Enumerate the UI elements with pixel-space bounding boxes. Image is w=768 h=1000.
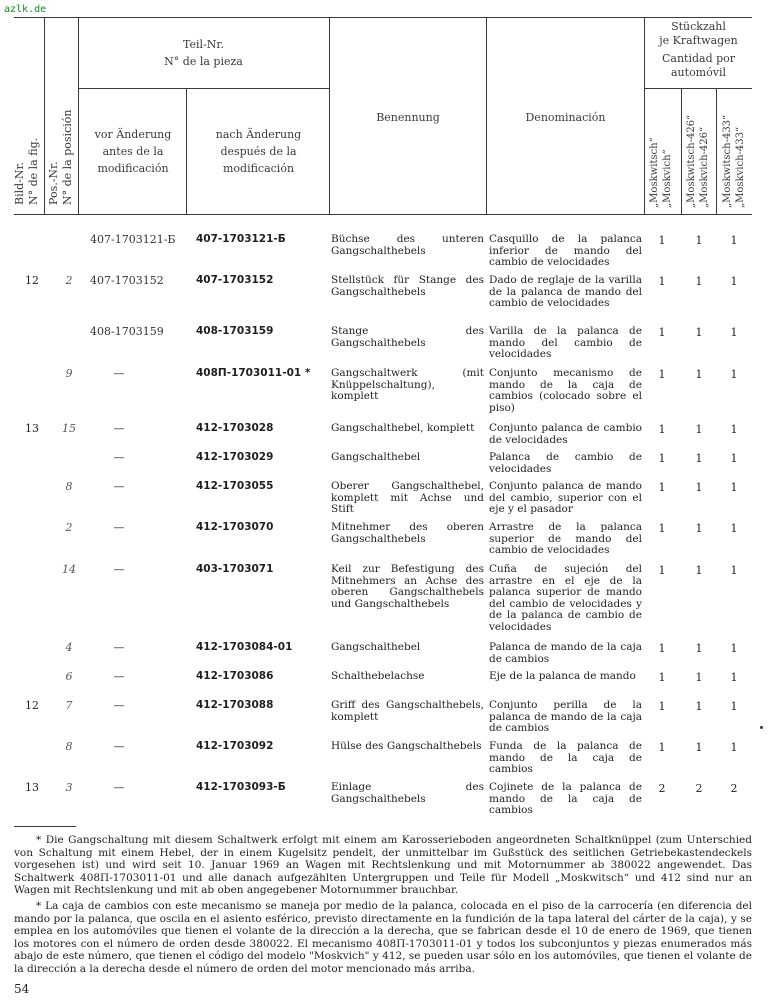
qty-moskvich: 1: [658, 700, 666, 713]
header-teil-nr: [78, 36, 329, 70]
header-pos-nr-es: N° de la posición: [61, 109, 74, 205]
table-header-bottom-rule: [14, 214, 752, 215]
description-de: Einlage des Gangschalthebels: [331, 781, 484, 805]
qty-moskvich-426: 2: [695, 782, 703, 795]
new-part-number: 412-1703093-Б: [196, 781, 286, 793]
header-teil-nr-es: N° de la pieza: [164, 55, 243, 68]
description-es: Conjunto palanca de mando del cambio, superior con el eje y el pasador: [489, 480, 642, 515]
footnote-rule: [14, 826, 76, 827]
position-number: 8: [65, 480, 73, 493]
qty-moskvich: 1: [658, 671, 666, 684]
old-part-number: —: [113, 781, 125, 794]
qty-moskvich-433: 1: [730, 522, 738, 535]
description-es: Funda de la palanca de mando de la caja de cambios: [489, 740, 642, 775]
qty-moskvich: 1: [658, 368, 666, 381]
qty-moskvich-433: 1: [730, 368, 738, 381]
description-de: Oberer Gangschalthebel, komplett mit Achse und Stift: [331, 480, 484, 515]
new-part-number: 412-1703086: [196, 670, 274, 682]
qty-moskvich-426: 1: [695, 564, 703, 577]
qty-moskvich-426: 1: [695, 481, 703, 494]
header-vor-de: vor Änderung: [94, 128, 172, 141]
old-part-number: —: [113, 641, 125, 654]
figure-number: 13: [25, 781, 39, 794]
position-number: 6: [65, 670, 73, 683]
header-nach-de: nach Änderung: [215, 128, 302, 141]
description-es: Palanca de mando de la caja de cambios: [489, 641, 642, 665]
header-vor-es-1: antes de la: [102, 145, 164, 158]
watermark: azlk.de: [4, 4, 47, 15]
description-es: Varilla de la palanca de mando del cambio de velocidades: [489, 325, 642, 360]
new-part-number: 412-1703088: [196, 699, 274, 711]
description-de: Stange des Gangschalthebels: [331, 325, 484, 349]
qty-moskvich: 1: [658, 275, 666, 288]
description-es: Conjunto mecanismo de mando de la caja de cambios (colocado sobre el piso): [489, 367, 642, 414]
qty-moskvich: 1: [658, 481, 666, 494]
header-model-2a: „Moskwitsch-426“: [686, 114, 697, 208]
description-de: Gangschalthebel: [331, 641, 421, 653]
description-es: Eje de la palanca de mando: [489, 670, 636, 682]
old-part-number: —: [113, 480, 125, 493]
header-vor-es-2: modificación: [97, 162, 169, 175]
header-model-1b: „Moskvich“: [662, 149, 673, 208]
column-divider: [716, 88, 717, 215]
qty-moskvich-426: 1: [695, 326, 703, 339]
description-de: Griff des Gangschalthebels, komplett: [331, 699, 484, 723]
qty-moskvich-426: 1: [695, 741, 703, 754]
qty-moskvich-433: 1: [730, 564, 738, 577]
margin-dot: [760, 726, 763, 729]
old-part-number: —: [113, 563, 125, 576]
header-stueckzahl: [645, 20, 752, 80]
description-es: Cuña de sujeción del arrastre en el eje de la palanca superior de mando del cambio de velocidades y de la palanca de cambio de velocidades: [489, 563, 642, 633]
header-nach-es-1: después de la: [220, 145, 297, 158]
qty-moskvich-433: 1: [730, 671, 738, 684]
description-es: Dado de reglaje de la varilla de la palanca de mando del cambio de velocidades: [489, 274, 642, 309]
header-benennung: Benennung: [376, 111, 440, 124]
qty-moskvich-426: 1: [695, 368, 703, 381]
figure-number: 13: [25, 422, 39, 435]
new-part-number: 408П-1703011-01 *: [196, 367, 311, 379]
qty-moskvich-433: 1: [730, 700, 738, 713]
column-divider: [44, 17, 45, 215]
new-part-number: 408-1703159: [196, 325, 274, 337]
description-de: Hülse des Gangschalthebels: [331, 740, 482, 752]
new-part-number: 412-1703028: [196, 422, 274, 434]
qty-moskvich-426: 1: [695, 642, 703, 655]
description-de: Gangschalthebel: [331, 451, 421, 463]
header-nach-es-2: modificación: [222, 162, 295, 175]
new-part-number: 412-1703029: [196, 451, 274, 463]
qty-moskvich: 1: [658, 326, 666, 339]
position-number: 9: [65, 367, 73, 380]
qty-moskvich-426: 1: [695, 671, 703, 684]
new-part-number: 407-1703121-Б: [196, 233, 286, 245]
new-part-number: 412-1703055: [196, 480, 274, 492]
header-nach-aenderung: [188, 126, 329, 177]
qty-moskvich-433: 1: [730, 423, 738, 436]
qty-moskvich: 1: [658, 234, 666, 247]
qty-moskvich-433: 1: [730, 326, 738, 339]
description-de: Mitnehmer des oberen Gangschalthebels: [331, 521, 484, 545]
new-part-number: 412-1703084-01: [196, 641, 293, 653]
qty-moskvich-426: 1: [695, 522, 703, 535]
header-vor-aenderung: [80, 126, 186, 177]
description-es: Cojinete de la palanca de mando de la caja de cambios: [489, 781, 642, 816]
qty-moskvich: 1: [658, 741, 666, 754]
qty-moskvich: 1: [658, 522, 666, 535]
header-model-3b: „Moskvich-433“: [735, 126, 746, 208]
old-part-number: 407-1703152: [90, 274, 164, 287]
position-number: 2: [65, 521, 73, 534]
qty-moskvich-433: 1: [730, 452, 738, 465]
position-number: 14: [62, 563, 76, 576]
new-part-number: 403-1703071: [196, 563, 274, 575]
qty-moskvich-433: 1: [730, 481, 738, 494]
new-part-number: 412-1703092: [196, 740, 274, 752]
qty-moskvich-426: 1: [695, 275, 703, 288]
qty-moskvich-433: 2: [730, 782, 738, 795]
page-number: 54: [14, 982, 30, 996]
description-es: Conjunto perilla de la palanca de mando de la caja de cambios: [489, 699, 642, 734]
qty-moskvich-433: 1: [730, 234, 738, 247]
header-stueckzahl-1: Stückzahl: [671, 20, 726, 33]
qty-moskvich: 2: [658, 782, 666, 795]
old-part-number: —: [113, 451, 125, 464]
column-divider: [681, 88, 682, 215]
figure-number: 12: [25, 699, 39, 712]
position-number: 8: [65, 740, 73, 753]
header-model-3a: „Moskwitsch-433“: [722, 114, 733, 208]
column-divider: [186, 88, 187, 215]
position-number: 3: [65, 781, 73, 794]
header-bild-nr: Bild-Nr.: [13, 161, 26, 205]
position-number: 2: [65, 274, 73, 287]
description-de: Gangschaltwerk (mit Knüppelschaltung), komplett: [331, 367, 484, 402]
qty-moskvich-426: 1: [695, 234, 703, 247]
qty-moskvich: 1: [658, 564, 666, 577]
qty-moskvich-426: 1: [695, 700, 703, 713]
old-part-number: —: [113, 422, 125, 435]
table-top-rule: [14, 17, 752, 18]
description-es: Casquillo de la palanca inferior de mando del cambio de velocidades: [489, 233, 642, 268]
old-part-number: —: [113, 699, 125, 712]
quantity-sub-rule: [644, 88, 752, 89]
description-de: Stellstück für Stange des Gangschalthebels: [331, 274, 484, 298]
header-teil-nr-de: Teil-Nr.: [183, 38, 224, 51]
header-cantidad-1: Cantidad por: [661, 52, 736, 65]
new-part-number: 407-1703152: [196, 274, 274, 286]
position-number: 7: [65, 699, 73, 712]
new-part-number: 412-1703070: [196, 521, 274, 533]
qty-moskvich-433: 1: [730, 642, 738, 655]
description-es: Conjunto palanca de cambio de velocidades: [489, 422, 642, 446]
old-part-number: —: [113, 670, 125, 683]
footnote-de: * Die Gangschaltung mit diesem Schaltwerk erfolgt mit einem am Karosserieboden angeordneten Schaltknüppel (zum Unterschied von Schaltung mit einem Hebel, der in einem Kugelsitz pendelt, der unmittelbar im Gußstück des seitlichen Getriebekastendeckels vorgesehen ist) und wird seit 10. Januar 1969 an Wagen mit Rechtslenkung und mit Motornummer ab 380022 angewendet. Das Schaltwerk 408П-1703011-01 und alle danach aufgezählten Untergruppen und Teile für Modell „Moskwitsch“ und 412 sind nur an Wagen mit Rechtslenkung und mit ab oben angegebener Motornummer brauchbar.: [14, 834, 752, 896]
description-de: Keil zur Befestigung des Mitnehmers an Achse des oberen Gangschalthebels und Gangschalthebels: [331, 563, 484, 610]
description-de: Büchse des unteren Gangschalthebels: [331, 233, 484, 257]
old-part-number: —: [113, 521, 125, 534]
header-denominacion: Denominación: [525, 111, 606, 124]
description-es: Palanca de cambio de velocidades: [489, 451, 642, 475]
position-number: 4: [65, 641, 73, 654]
footnote-es: * La caja de cambios con este mecanismo se maneja por medio de la palanca, colocada en el piso de la carrocería (en diferencia del mando por la palanca, que oscila en el asiento esférico, previsto directamente en la fundición de la tapa lateral del cárter de la caja), y se emplea en los automóviles que tienen el volante de la dirección a la derecha, que se fabrican desde el 10 de enero de 1969, que tienen los motores con el número de orden desde 380022. El mecanismo 408П-1703011-01 y todos los subconjuntos y piezas enumerados más abajo de este número, que tienen el código del modelo "Moskvich" y 412, se pueden usar sólo en los automóviles, que tienen el volante de la dirección a la derecha desde el número de orden del motor mencionado más arriba.: [14, 900, 752, 975]
header-model-2b: „Moskvich-426“: [699, 126, 710, 208]
figure-number: 12: [25, 274, 39, 287]
old-part-number: 408-1703159: [90, 325, 164, 338]
qty-moskvich: 1: [658, 423, 666, 436]
old-part-number: 407-1703121-Б: [90, 233, 176, 246]
description-de: Gangschalthebel, komplett: [331, 422, 475, 434]
qty-moskvich: 1: [658, 642, 666, 655]
description-de: Schalthebelachse: [331, 670, 425, 682]
qty-moskvich-433: 1: [730, 275, 738, 288]
header-cantidad-2: automóvil: [671, 66, 726, 79]
teil-nr-sub-rule: [78, 88, 329, 89]
qty-moskvich-426: 1: [695, 452, 703, 465]
position-number: 15: [62, 422, 76, 435]
header-pos-nr: Pos.-Nr.: [47, 161, 60, 205]
header-stueckzahl-2: je Kraftwagen: [659, 34, 738, 47]
qty-moskvich-426: 1: [695, 423, 703, 436]
old-part-number: —: [113, 740, 125, 753]
old-part-number: —: [113, 367, 125, 380]
header-bild-nr-es: N° de la fig.: [27, 137, 40, 205]
qty-moskvich: 1: [658, 452, 666, 465]
qty-moskvich-433: 1: [730, 741, 738, 754]
description-es: Arrastre de la palanca superior de mando del cambio de velocidades: [489, 521, 642, 556]
header-model-1a: „Moskwitsch“: [649, 137, 660, 208]
